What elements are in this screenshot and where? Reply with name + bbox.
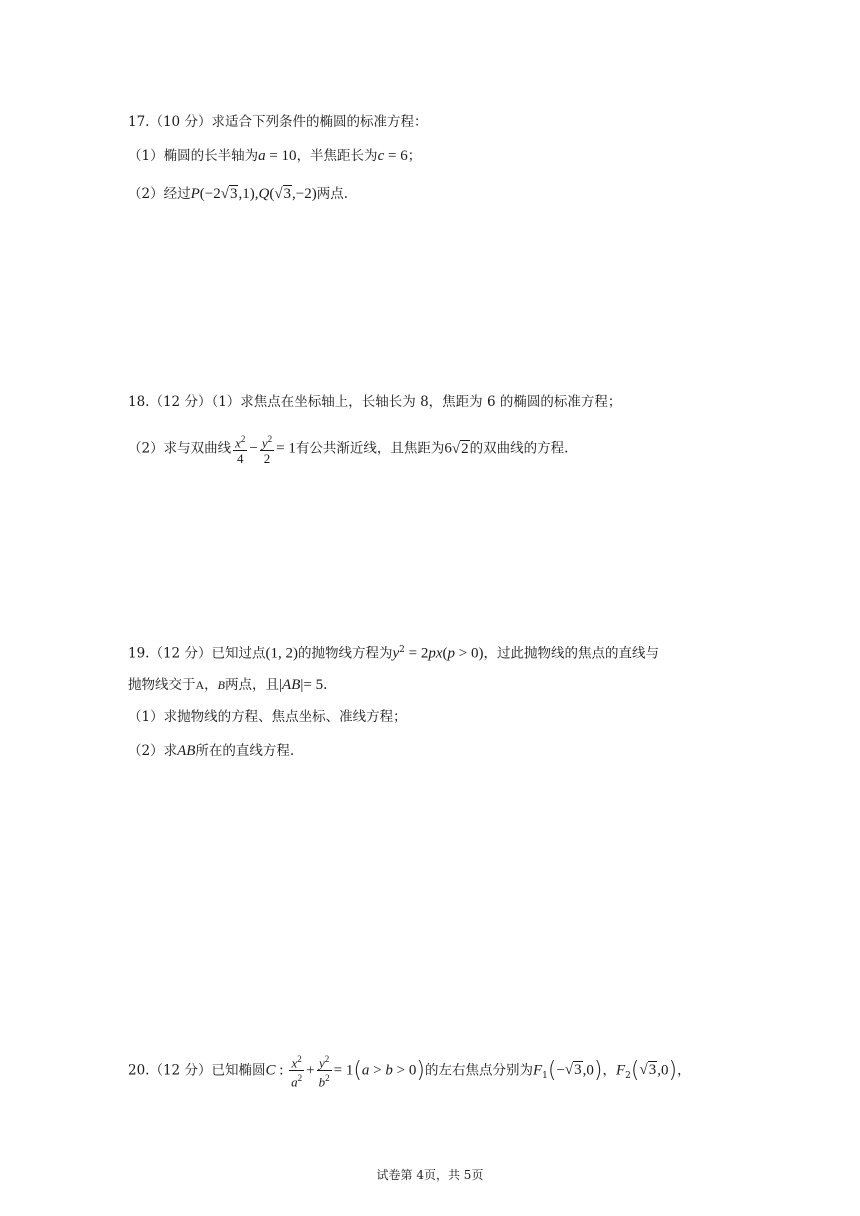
q17-part1: （1）椭圆的长半轴为a = 10，半焦距长为c = 6； (128, 148, 422, 164)
q18-part2: （2）求与双曲线 $\frac{x^2}{4}$ − $\frac{y^2}{2}$ = 1有公共渐近线，且焦距为6√2的双曲线的方程. (128, 434, 569, 467)
page-footer: 试卷第 4页，共 5页 (376, 1168, 484, 1182)
q19-part2: （2）求AB所在的直线方程. (128, 743, 295, 759)
q17-part2: （2）经过P(−2√3,1),Q(√3,−2)两点. (128, 186, 349, 202)
q19-line2: 抛物线交于A，B两点，且|AB|= 5. (128, 677, 328, 693)
q18-title: 18.（12 分）（1）求焦点在坐标轴上，长轴长为 8，焦距为 6 的椭圆的标准方程； (128, 394, 622, 410)
q19-part1: （1）求抛物线的方程、焦点坐标、准线方程； (128, 709, 407, 725)
q17-title: 17.（10 分）求适合下列条件的椭圆的标准方程： (128, 114, 428, 130)
q19-line1: 19.（12 分）已知过点(1, 2)的抛物线方程为$y^2 = 2px(p > 0)$，过此抛物线的焦点的直线与 (128, 645, 659, 662)
q20-line1: 20.（12 分）已知椭圆C : $\frac{x^2}{a^2}$ + $\frac{y^2}{b^2}$ = 1(a > b > 0)的左右焦点分别为$F_1(-√3,0)$，$F_2(√3,0)$， (128, 1054, 691, 1090)
